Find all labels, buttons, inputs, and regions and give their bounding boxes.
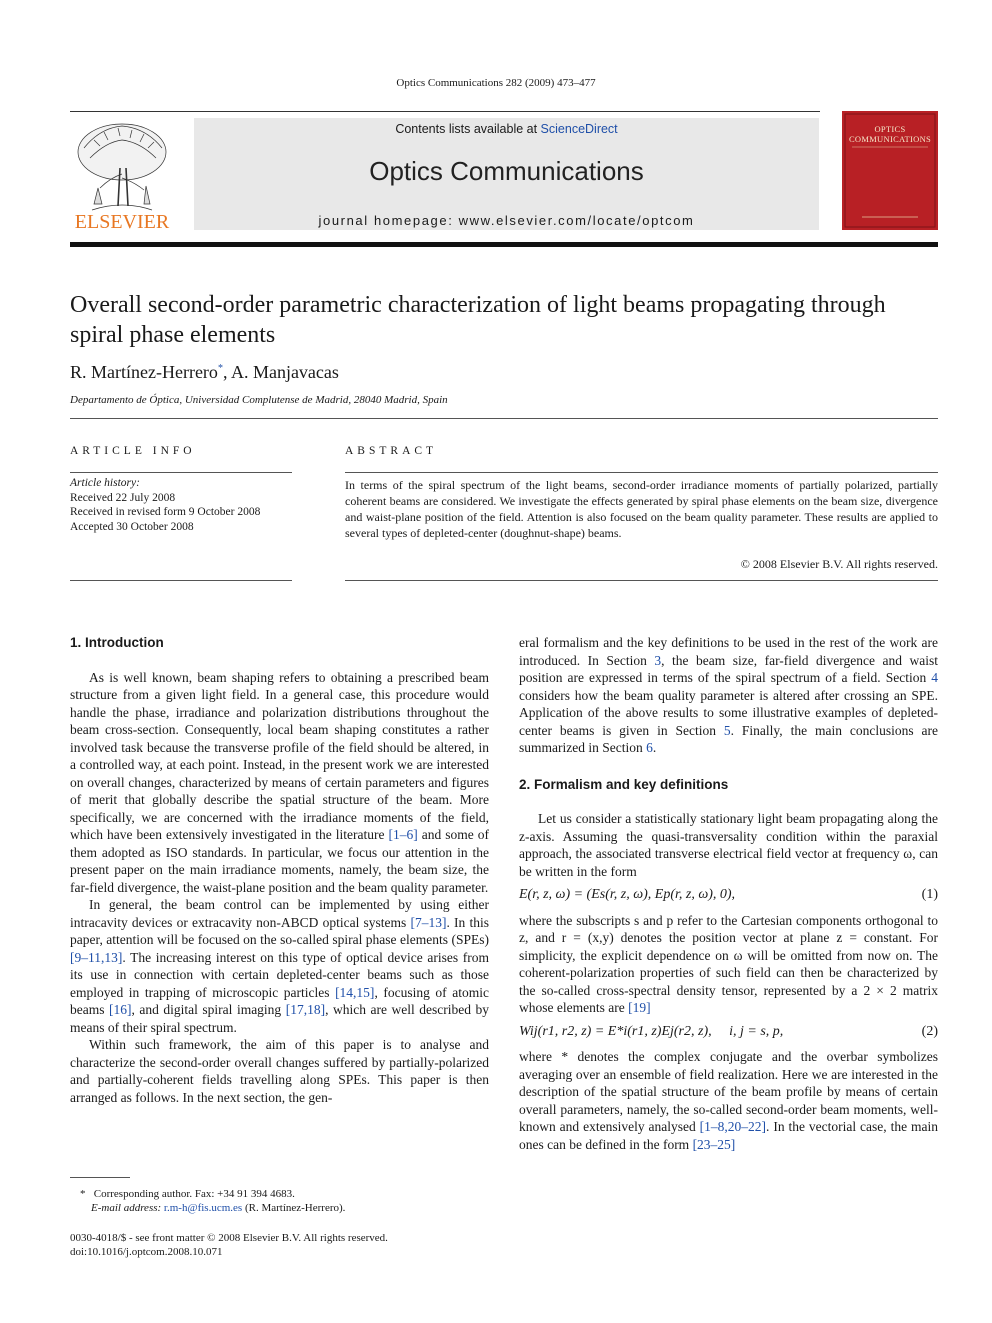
- citation-link[interactable]: [7–13]: [410, 914, 447, 930]
- text-run: eral formalism and the key definitions to be used in the rest of the work are introduced. In Section: [519, 635, 938, 668]
- left-column: [70, 634, 489, 1106]
- section-heading: 2. Formalism and key definitions: [519, 776, 729, 792]
- section-heading: 1. Introduction: [70, 635, 164, 650]
- text-run: , which are well described by means of their spiral spectrum.: [70, 1002, 489, 1035]
- section-link[interactable]: 5: [723, 722, 731, 738]
- text-run: and some of them adopted as ISO standards. In particular, we focus our attention in the present paper on the main irradiance moments, namely, the beam size, the far-field divergence, the waist-plane position and the beam quality parameter.: [70, 827, 490, 895]
- journal-title: Optics Communications: [369, 156, 644, 186]
- text-run: considers how the beam quality parameter is altered after crossing an SPE. Application of the above results to some illustrative examples of depleted-center beams is given in Section: [519, 687, 938, 738]
- doi-line: doi:10.1016/j.optcom.2008.10.071: [70, 1246, 223, 1258]
- header-thick-rule: [70, 242, 938, 247]
- text-run: . Finally, the main conclusions are summarized in Section: [519, 722, 938, 755]
- text-run: . In this paper, attention will be focused on the so-called spiral phase elements (SPEs): [70, 914, 489, 947]
- author-separator: ,: [222, 362, 231, 382]
- equation-number: (1): [921, 887, 938, 902]
- text-run: As is well known, beam shaping refers to obtaining a prescribed beam structure from a given light field. In a general case, this procedure would handle the phase, irradiance and polarization distributions throughout the beam cross-section. Consequently, local beam shaping constitutes a rather involved task because the transverse profile of the field should be altered, in a controlled way, at each point. Instead, in the present work we are interested on overall changes, characterized by means of certain parameters and figures of merit that globally describe the spatial structure of the beam. More specifically, we are concerned with the irradiance moments of the field, which have been extensively investigated in the literature: [70, 669, 489, 842]
- author-name: A. Manjavacas: [230, 362, 339, 382]
- text-run: . The increasing interest on this type of optical device arises from its use in connection with certain depleted-center beams such as those employed in trapping of microscopic particles: [70, 949, 489, 1000]
- corresponding-author-mark[interactable]: *: [217, 363, 223, 374]
- citation-link[interactable]: [23–25]: [692, 1136, 736, 1152]
- citation-link[interactable]: [1–8,20–22]: [699, 1119, 767, 1134]
- equation-2: [519, 1023, 938, 1041]
- author-list: [70, 362, 339, 383]
- article-info-rule: [70, 472, 292, 473]
- text-run: , focusing of atomic beams: [70, 984, 489, 1017]
- article-history: [70, 476, 292, 535]
- cover-title-line2: COMMUNICATIONS: [848, 134, 932, 144]
- abstract-copyright: © 2008 Elsevier B.V. All rights reserved.: [740, 557, 938, 571]
- cover-title-line1: OPTICS: [874, 124, 906, 134]
- footnote-rule: [70, 1177, 130, 1178]
- formalism-paragraph-2: [519, 912, 938, 1017]
- cover-title: [848, 124, 932, 144]
- equation-number: (2): [921, 1023, 938, 1039]
- equation-1: [519, 886, 938, 904]
- footnote-mark: *: [80, 1188, 86, 1200]
- intro-paragraph-3: Within such framework, the aim of this paper is to analyse and characterize the second-order overall changes suffered by partially-polarized and partially-coherent fields travelling along SPEs. This paper is then arranged as follows. In the next section, the gen-: [70, 1037, 489, 1105]
- elsevier-tree-icon: [70, 118, 174, 234]
- email-label: E-mail address:: [91, 1202, 162, 1214]
- history-label: Article history:: [70, 477, 140, 489]
- intro-paragraph-2: [70, 896, 489, 1036]
- text-run: .: [652, 740, 657, 755]
- title-divider: [70, 418, 938, 419]
- sciencedirect-link[interactable]: ScienceDirect: [540, 122, 618, 136]
- citation-link[interactable]: [1–6]: [388, 827, 418, 842]
- header-top-rule: [70, 111, 820, 112]
- equation-body: E(r, z, ω) = (Es(r, z, ω), Ep(r, z, ω), 0),: [519, 887, 736, 902]
- text-run: where the subscripts s and p refer to the Cartesian components orthogonal to z, and r = (x,y) denotes the position vector at plane z = constant. For simplicity, the explicit dependence on ω will be omitted from now on. The coherent-polarization properties of such field can then be characterized by the so-called cross-spectral density tensor, represented by a 2 × 2 matrix whose elements are: [519, 912, 938, 1015]
- email-link[interactable]: r.m-h@fis.ucm.es: [163, 1202, 243, 1214]
- text-run: . In the vectorial case, the main ones can be defined in the form: [519, 1119, 938, 1152]
- text-run: , the beam size, far-field divergence and waist position are expressed in terms of the spiral spectrum of a field. Section: [519, 652, 938, 685]
- revised-date: Received in revised form 9 October 2008: [70, 506, 261, 519]
- text-run: In general, the beam control can be implemented by using either intracavity devices or extracavity non-ABCD optical systems: [70, 897, 489, 930]
- email-owner: (R. Martínez-Herrero).: [242, 1202, 346, 1214]
- abstract-rule: [345, 472, 938, 473]
- issn-line: 0030-4018/$ - see front matter © 2008 Elsevier B.V. All rights reserved.: [70, 1232, 388, 1244]
- citation-link[interactable]: [14,15]: [335, 984, 375, 1000]
- section-link[interactable]: 4: [931, 670, 938, 685]
- paper-title: Overall second-order parametric characterization of light beams propagating through spiral phase elements: [70, 292, 886, 348]
- text-run: , and digital spiral imaging: [131, 1002, 286, 1017]
- citation-link[interactable]: [9–11,13]: [70, 949, 123, 965]
- abstract-bottom-rule: [345, 580, 938, 581]
- journal-homepage[interactable]: journal homepage: www.elsevier.com/locate/optcom: [318, 213, 695, 228]
- footnote: [70, 1187, 489, 1215]
- page-footer: [70, 1231, 489, 1259]
- intro-paragraph-continued: [519, 634, 938, 757]
- section-link[interactable]: 6: [646, 740, 653, 755]
- right-column: [519, 634, 938, 1153]
- citation-link[interactable]: [19]: [628, 1000, 651, 1015]
- elsevier-logo: [70, 118, 174, 234]
- formalism-paragraph-3: [519, 1048, 938, 1153]
- citation-link[interactable]: [16]: [109, 1002, 132, 1017]
- text-run: where * denotes the complex conjugate and the overbar symbolizes averaging over an ensemble of field realization. Here we are interested in the description of the spatial structure of the beam profile by means of certain overall parameters, namely, the so-called second-order beam moments, well-known and extensively analysed: [519, 1049, 938, 1134]
- abstract-text: In terms of the spiral spectrum of the light beams, second-order irradiance moments of partially polarized, partially coherent beams are considered. We investigate the effects generated by spiral phase elements on the beam size, divergence and waist-plane position of the field. Attention is also focused on the beam quality parameter. These results are applied to several types of depleted-center (doughnut-shape) beams.: [345, 478, 938, 540]
- author-name: R. Martínez-Herrero: [70, 362, 218, 382]
- received-date: Received 22 July 2008: [70, 491, 176, 504]
- article-info-heading: ARTICLE INFO: [70, 445, 196, 457]
- affiliation: Departamento de Óptica, Universidad Complutense de Madrid, 28040 Madrid, Spain: [70, 394, 448, 406]
- abstract-heading: ABSTRACT: [345, 445, 438, 457]
- section-link[interactable]: 3: [654, 652, 662, 668]
- intro-paragraph-1: [70, 669, 489, 897]
- equation-body: Wij(r1, r2, z) = E*i(r1, z)Ej(r2, z), i, j = s, p,: [519, 1023, 784, 1039]
- contents-available-line: [194, 122, 819, 136]
- accepted-date: Accepted 30 October 2008: [70, 521, 194, 534]
- article-info-bottom-rule: [70, 580, 292, 581]
- formalism-paragraph-1: Let us consider a statistically stationary light beam propagating along the z-axis. Assuming the quasi-transversality condition within the paraxial approach, the associated transverse electrical field vector at frequency ω, can be written in the form: [519, 811, 938, 879]
- corresponding-author-note: Corresponding author. Fax: +34 91 394 4683.: [93, 1188, 295, 1200]
- citation-link[interactable]: [17,18]: [285, 1002, 326, 1017]
- elsevier-logo-text: ELSEVIER: [74, 211, 170, 233]
- contents-prefix: Contents lists available at: [395, 122, 541, 136]
- journal-reference: Optics Communications 282 (2009) 473–477: [396, 77, 596, 89]
